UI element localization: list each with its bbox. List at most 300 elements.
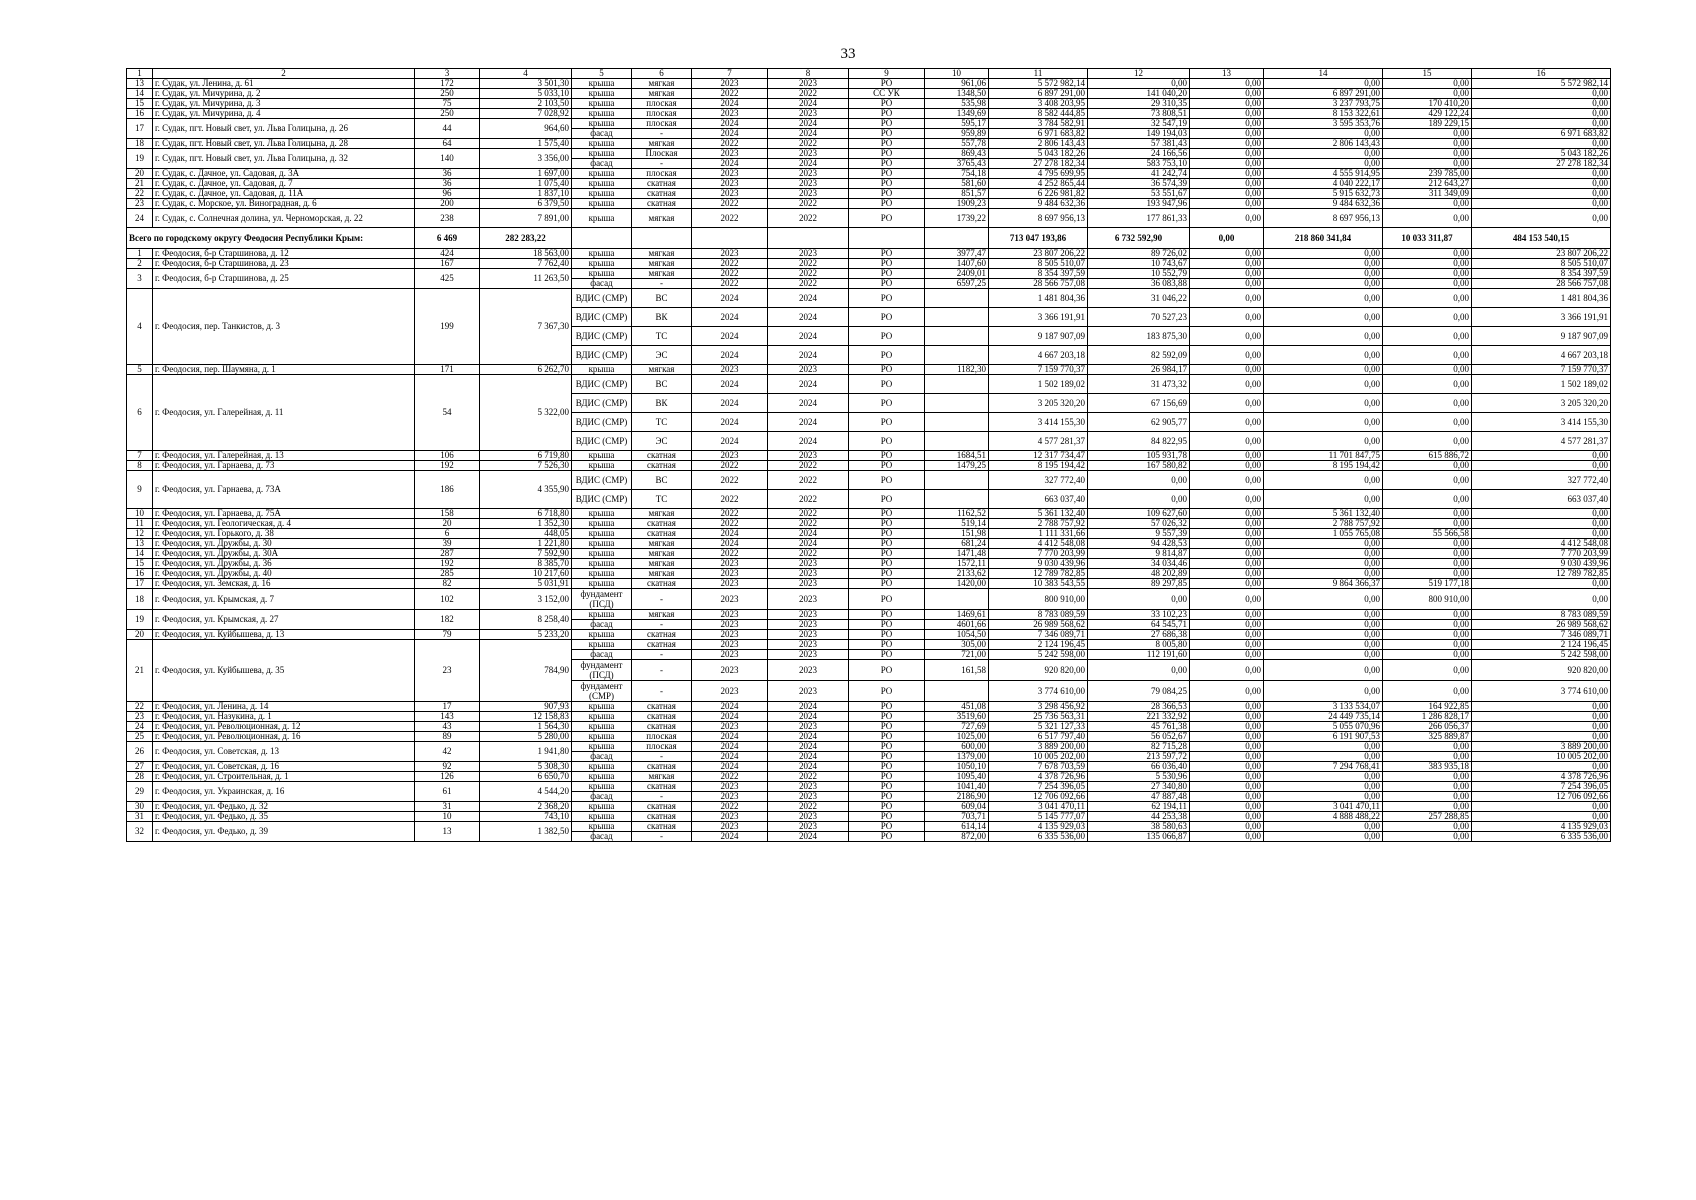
row-number-cell: 21 (127, 640, 153, 702)
cost-col16-cell: 0,00 (1472, 89, 1611, 99)
column-number-8: 8 (768, 69, 849, 79)
building-area-cell: 964,60 (480, 119, 572, 139)
cost-total-cell: 4 667 203,18 (989, 346, 1088, 365)
work-kind-cell: - (632, 589, 692, 610)
cost-col16-cell: 8 354 397,59 (1472, 269, 1611, 279)
cost-col15-cell: 212 643,27 (1383, 179, 1472, 189)
apartments-cell: 96 (415, 189, 480, 199)
work-kind-cell: скатная (632, 822, 692, 832)
cost-col15-cell: 239 785,00 (1383, 169, 1472, 179)
table-row (127, 365, 1611, 375)
year-to-cell: 2023 (768, 792, 849, 802)
row-number-cell: 32 (127, 822, 153, 842)
building-area-cell: 1 697,00 (480, 169, 572, 179)
area-cell: 2133,62 (925, 569, 989, 579)
building-area-cell: 3 152,00 (480, 589, 572, 610)
area-cell: 1054,50 (925, 630, 989, 640)
column-number-3: 3 (415, 69, 480, 79)
cost-col12-cell: 33 102,23 (1088, 610, 1190, 620)
year-from-cell: 2024 (692, 327, 768, 346)
year-to-cell: 2023 (768, 722, 849, 732)
column-number-7: 7 (692, 69, 768, 79)
year-to-cell: 2022 (768, 519, 849, 529)
work-kind-cell: скатная (632, 722, 692, 732)
year-from-cell: 2023 (692, 822, 768, 832)
year-to-cell: 2023 (768, 169, 849, 179)
cost-col12-cell: 10 743,67 (1088, 259, 1190, 269)
cost-col12-cell: 213 597,72 (1088, 752, 1190, 762)
cost-col14-cell: 0,00 (1264, 569, 1383, 579)
cost-col15-cell: 0,00 (1383, 752, 1472, 762)
building-area-cell: 4 355,90 (480, 471, 572, 509)
cost-col12-cell: 57 381,43 (1088, 139, 1190, 149)
table-row (127, 451, 1611, 461)
cost-col13-cell: 0,00 (1190, 269, 1264, 279)
work-kind-cell: ВС (632, 289, 692, 308)
address-cell: г. Феодосия, ул. Геологическая, д. 4 (153, 519, 415, 529)
cost-col13-cell: 0,00 (1190, 79, 1264, 89)
cost-col15-cell: 800 910,00 (1383, 589, 1472, 610)
method-cell: РО (849, 812, 925, 822)
row-number-cell: 4 (127, 289, 153, 365)
cost-col15-cell: 164 922,85 (1383, 702, 1472, 712)
address-cell: г. Феодосия, пер. Танкистов, д. 3 (153, 289, 415, 365)
empty-cell (768, 228, 849, 249)
apartments-cell: 126 (415, 772, 480, 782)
year-from-cell: 2024 (692, 346, 768, 365)
cost-col14-cell: 0,00 (1264, 752, 1383, 762)
cost-col15-cell: 0,00 (1383, 681, 1472, 702)
cost-col15-cell: 0,00 (1383, 139, 1472, 149)
cost-col16-cell: 4 577 281,37 (1472, 432, 1611, 451)
cost-col12-cell: 82 592,09 (1088, 346, 1190, 365)
work-type-cell: ВДИС (СМР) (572, 308, 632, 327)
year-from-cell: 2022 (692, 461, 768, 471)
year-from-cell: 2024 (692, 375, 768, 394)
work-type-cell: крыша (572, 782, 632, 792)
cost-col16-cell: 7 254 396,05 (1472, 782, 1611, 792)
apartments-cell: 61 (415, 782, 480, 802)
cost-col14-cell: 24 449 735,14 (1264, 712, 1383, 722)
work-type-cell: ВДИС (СМР) (572, 289, 632, 308)
work-type-cell: крыша (572, 559, 632, 569)
method-cell: РО (849, 327, 925, 346)
work-kind-cell: Плоская (632, 149, 692, 159)
work-type-cell: ВДИС (СМР) (572, 490, 632, 509)
work-type-cell: крыша (572, 640, 632, 650)
work-kind-cell: - (632, 660, 692, 681)
apartments-cell: 199 (415, 289, 480, 365)
address-cell: г. Феодосия, ул. Земская, д. 16 (153, 579, 415, 589)
cost-total-cell: 920 820,00 (989, 660, 1088, 681)
cost-col15-cell: 0,00 (1383, 490, 1472, 509)
year-to-cell: 2024 (768, 832, 849, 842)
area-cell: 1469,61 (925, 610, 989, 620)
cost-col14-cell: 5 361 132,40 (1264, 509, 1383, 519)
year-to-cell: 2024 (768, 762, 849, 772)
work-type-cell: крыша (572, 109, 632, 119)
cost-col14-cell: 0,00 (1264, 413, 1383, 432)
work-kind-cell: скатная (632, 461, 692, 471)
cost-col16-cell: 0,00 (1472, 169, 1611, 179)
work-kind-cell: ТС (632, 413, 692, 432)
cost-col13-cell: 0,00 (1190, 640, 1264, 650)
year-to-cell: 2024 (768, 732, 849, 742)
year-from-cell: 2023 (692, 589, 768, 610)
method-cell: РО (849, 490, 925, 509)
area-cell: 1684,51 (925, 451, 989, 461)
year-from-cell: 2024 (692, 702, 768, 712)
table-row (127, 549, 1611, 559)
cost-col14-cell: 0,00 (1264, 394, 1383, 413)
table-row (127, 79, 1611, 89)
cost-col12-cell: 8 005,80 (1088, 640, 1190, 650)
method-cell: РО (849, 762, 925, 772)
cost-total-cell: 4 412 548,08 (989, 539, 1088, 549)
cost-col13-cell: 0,00 (1190, 529, 1264, 539)
area-cell: 721,00 (925, 650, 989, 660)
building-area-cell: 18 563,00 (480, 249, 572, 259)
work-kind-cell: ВК (632, 308, 692, 327)
column-number-2: 2 (153, 69, 415, 79)
apartments-cell: 143 (415, 712, 480, 722)
cost-col16-cell: 23 807 206,22 (1472, 249, 1611, 259)
work-type-cell: крыша (572, 269, 632, 279)
building-area-cell: 5 308,30 (480, 762, 572, 772)
address-cell: г. Феодосия, б-р Старшинова, д. 12 (153, 249, 415, 259)
cost-col16-cell: 10 005 202,00 (1472, 752, 1611, 762)
address-cell: г. Феодосия, ул. Федько, д. 39 (153, 822, 415, 842)
row-number-cell: 15 (127, 99, 153, 109)
method-cell: РО (849, 650, 925, 660)
cost-col13-cell: 0,00 (1190, 461, 1264, 471)
cost-col16-cell: 28 566 757,08 (1472, 279, 1611, 289)
table-row (127, 822, 1611, 832)
work-kind-cell: мягкая (632, 269, 692, 279)
year-from-cell: 2023 (692, 650, 768, 660)
table-row (127, 519, 1611, 529)
work-kind-cell: скатная (632, 782, 692, 792)
address-cell: г. Судак, с. Дачное, ул. Садовая, д. 7 (153, 179, 415, 189)
apartments-cell: 79 (415, 630, 480, 640)
method-cell: РО (849, 169, 925, 179)
area-cell: 727,69 (925, 722, 989, 732)
year-to-cell: 2023 (768, 179, 849, 189)
cost-total-cell: 8 697 956,13 (989, 209, 1088, 228)
row-number-cell: 24 (127, 209, 153, 228)
apartments-cell: 89 (415, 732, 480, 742)
cost-col13-cell: 0,00 (1190, 179, 1264, 189)
cost-col15-cell: 0,00 (1383, 792, 1472, 802)
cost-col15-cell: 0,00 (1383, 79, 1472, 89)
table-row (127, 199, 1611, 209)
apartments-cell: 17 (415, 702, 480, 712)
year-from-cell: 2022 (692, 772, 768, 782)
cost-col12-cell: 79 084,25 (1088, 681, 1190, 702)
cost-col13-cell: 0,00 (1190, 762, 1264, 772)
cost-col15-cell: 0,00 (1383, 782, 1472, 792)
work-type-cell: фундамент (ПСД) (572, 660, 632, 681)
cost-col12-cell: 135 066,87 (1088, 832, 1190, 842)
cost-col12-cell: 141 040,20 (1088, 89, 1190, 99)
year-to-cell: 2022 (768, 471, 849, 490)
building-area-cell: 1 837,10 (480, 189, 572, 199)
work-type-cell: крыша (572, 199, 632, 209)
method-cell: СС УК (849, 89, 925, 99)
year-from-cell: 2023 (692, 640, 768, 650)
cost-col15-cell: 170 410,20 (1383, 99, 1472, 109)
district-total-row (127, 228, 1611, 249)
cost-total-cell: 1 481 804,36 (989, 289, 1088, 308)
cost-col15-cell: 311 349,09 (1383, 189, 1472, 199)
total-area-cell: 282 283,22 (480, 228, 572, 249)
apartments-cell: 82 (415, 579, 480, 589)
table-row (127, 539, 1611, 549)
cost-col15-cell: 0,00 (1383, 199, 1472, 209)
cost-col12-cell: 0,00 (1088, 589, 1190, 610)
table-row (127, 569, 1611, 579)
cost-col14-cell: 0,00 (1264, 289, 1383, 308)
year-from-cell: 2024 (692, 539, 768, 549)
cost-col15-cell: 266 056,37 (1383, 722, 1472, 732)
work-type-cell: фасад (572, 792, 632, 802)
work-kind-cell: - (632, 620, 692, 630)
year-from-cell: 2022 (692, 490, 768, 509)
cost-col15-cell: 0,00 (1383, 772, 1472, 782)
apartments-cell: 200 (415, 199, 480, 209)
cost-col16-cell: 327 772,40 (1472, 471, 1611, 490)
area-cell (925, 589, 989, 610)
work-kind-cell: ВК (632, 394, 692, 413)
cost-total-cell: 5 572 982,14 (989, 79, 1088, 89)
work-kind-cell: плоская (632, 742, 692, 752)
cost-col14-cell: 0,00 (1264, 159, 1383, 169)
building-area-cell: 7 367,30 (480, 289, 572, 365)
empty-cell (572, 228, 632, 249)
cost-col16-cell: 0,00 (1472, 579, 1611, 589)
year-from-cell: 2023 (692, 149, 768, 159)
cost-col12-cell: 48 202,89 (1088, 569, 1190, 579)
building-area-cell: 6 719,80 (480, 451, 572, 461)
year-to-cell: 2024 (768, 752, 849, 762)
area-cell: 609,04 (925, 802, 989, 812)
cost-col16-cell: 0,00 (1472, 109, 1611, 119)
table-row (127, 772, 1611, 782)
area-cell: 1349,69 (925, 109, 989, 119)
year-from-cell: 2023 (692, 109, 768, 119)
empty-cell (849, 228, 925, 249)
cost-col15-cell: 1 286 828,17 (1383, 712, 1472, 722)
year-to-cell: 2024 (768, 129, 849, 139)
address-cell: г. Судак, пгт. Новый свет, ул. Льва Голицына, д. 26 (153, 119, 415, 139)
year-to-cell: 2023 (768, 660, 849, 681)
area-cell: 1162,52 (925, 509, 989, 519)
cost-total-cell: 12 706 092,66 (989, 792, 1088, 802)
cost-col13-cell: 0,00 (1190, 139, 1264, 149)
address-cell: г. Феодосия, пер. Шаумяна, д. 1 (153, 365, 415, 375)
apartments-cell: 36 (415, 179, 480, 189)
work-kind-cell: - (632, 650, 692, 660)
method-cell: РО (849, 199, 925, 209)
row-number-cell: 13 (127, 539, 153, 549)
apartments-cell: 285 (415, 569, 480, 579)
cost-col15-cell: 0,00 (1383, 650, 1472, 660)
table-row (127, 179, 1611, 189)
cost-total-cell: 5 145 777,07 (989, 812, 1088, 822)
cost-col16-cell: 3 366 191,91 (1472, 308, 1611, 327)
method-cell: РО (849, 559, 925, 569)
cost-total-cell: 3 784 582,91 (989, 119, 1088, 129)
page-number: 33 (840, 46, 856, 62)
cost-col14-cell: 3 237 793,75 (1264, 99, 1383, 109)
cost-col16-cell: 0,00 (1472, 812, 1611, 822)
apartments-cell: 192 (415, 559, 480, 569)
year-from-cell: 2023 (692, 249, 768, 259)
year-from-cell: 2024 (692, 752, 768, 762)
cost-col14-cell: 0,00 (1264, 681, 1383, 702)
cost-col15-cell: 0,00 (1383, 640, 1472, 650)
row-number-cell: 15 (127, 559, 153, 569)
work-type-cell: ВДИС (СМР) (572, 375, 632, 394)
cost-col13-cell: 0,00 (1190, 209, 1264, 228)
area-cell: 3519,60 (925, 712, 989, 722)
work-type-cell: фасад (572, 129, 632, 139)
method-cell: РО (849, 569, 925, 579)
year-from-cell: 2022 (692, 209, 768, 228)
cost-col12-cell: 27 340,80 (1088, 782, 1190, 792)
address-cell: г. Судак, пгт. Новый свет, ул. Льва Голицына, д. 28 (153, 139, 415, 149)
work-kind-cell: мягкая (632, 569, 692, 579)
cost-col14-cell: 0,00 (1264, 129, 1383, 139)
cost-col15-cell: 383 935,18 (1383, 762, 1472, 772)
building-area-cell: 5 322,00 (480, 375, 572, 451)
cost-col13-cell: 0,00 (1190, 610, 1264, 620)
address-cell: г. Феодосия, ул. Галерейная, д. 11 (153, 375, 415, 451)
cost-col12-cell: 45 761,38 (1088, 722, 1190, 732)
work-kind-cell: скатная (632, 199, 692, 209)
year-to-cell: 2023 (768, 640, 849, 650)
apartments-cell: 23 (415, 640, 480, 702)
method-cell: РО (849, 179, 925, 189)
work-kind-cell: - (632, 159, 692, 169)
building-area-cell: 1 941,80 (480, 742, 572, 762)
area-cell (925, 394, 989, 413)
table-row (127, 169, 1611, 179)
cost-col16-cell: 8 505 510,07 (1472, 259, 1611, 269)
work-type-cell: крыша (572, 539, 632, 549)
building-area-cell: 1 575,40 (480, 139, 572, 149)
area-cell: 600,00 (925, 742, 989, 752)
cost-col16-cell: 26 989 568,62 (1472, 620, 1611, 630)
work-type-cell: крыша (572, 569, 632, 579)
row-number-cell: 20 (127, 630, 153, 640)
cost-col13-cell: 0,00 (1190, 742, 1264, 752)
area-cell: 3765,43 (925, 159, 989, 169)
work-type-cell: ВДИС (СМР) (572, 346, 632, 365)
area-cell: 305,00 (925, 640, 989, 650)
method-cell: РО (849, 742, 925, 752)
cost-col14-cell: 0,00 (1264, 308, 1383, 327)
cost-col16-cell: 6 335 536,00 (1472, 832, 1611, 842)
building-area-cell: 2 103,50 (480, 99, 572, 109)
year-to-cell: 2023 (768, 569, 849, 579)
table-row (127, 640, 1611, 650)
year-from-cell: 2023 (692, 579, 768, 589)
cost-col16-cell: 0,00 (1472, 732, 1611, 742)
method-cell: РО (849, 529, 925, 539)
cost-total-cell: 9 187 907,09 (989, 327, 1088, 346)
cost-total-cell: 12 789 782,85 (989, 569, 1088, 579)
work-type-cell: крыша (572, 179, 632, 189)
method-cell: РО (849, 722, 925, 732)
cost-total-cell: 1 502 189,02 (989, 375, 1088, 394)
cost-col13-cell: 0,00 (1190, 279, 1264, 289)
cost-total-cell: 663 037,40 (989, 490, 1088, 509)
cost-col16-cell: 4 667 203,18 (1472, 346, 1611, 365)
cost-col14-cell: 0,00 (1264, 832, 1383, 842)
area-cell: 1379,00 (925, 752, 989, 762)
address-cell: г. Феодосия, ул. Революционная, д. 16 (153, 732, 415, 742)
area-cell: 1739,22 (925, 209, 989, 228)
building-area-cell: 743,10 (480, 812, 572, 822)
row-number-cell: 16 (127, 569, 153, 579)
cost-total-cell: 27 278 182,34 (989, 159, 1088, 169)
address-cell: г. Феодосия, ул. Гарнаева, д. 75А (153, 509, 415, 519)
address-cell: г. Феодосия, ул. Федько, д. 35 (153, 812, 415, 822)
cost-col13-cell: 0,00 (1190, 752, 1264, 762)
cost-col12-cell: 0,00 (1088, 660, 1190, 681)
cost-col12-cell: 0,00 (1088, 79, 1190, 89)
cost-col13-cell: 0,00 (1190, 249, 1264, 259)
year-from-cell: 2024 (692, 308, 768, 327)
cost-total-cell: 2 788 757,92 (989, 519, 1088, 529)
cost-col16-cell: 4 412 548,08 (1472, 539, 1611, 549)
address-cell: г. Феодосия, ул. Галерейная, д. 13 (153, 451, 415, 461)
cost-col14-cell: 0,00 (1264, 149, 1383, 159)
cost-col15-cell: 0,00 (1383, 432, 1472, 451)
table-row (127, 712, 1611, 722)
area-cell: 1041,40 (925, 782, 989, 792)
method-cell: РО (849, 375, 925, 394)
cost-col13-cell: 0,00 (1190, 432, 1264, 451)
method-cell: РО (849, 610, 925, 620)
year-from-cell: 2024 (692, 832, 768, 842)
cost-col13-cell: 0,00 (1190, 792, 1264, 802)
table-row (127, 732, 1611, 742)
area-cell: 581,60 (925, 179, 989, 189)
cost-col12-cell: 73 808,51 (1088, 109, 1190, 119)
area-cell: 1348,50 (925, 89, 989, 99)
work-type-cell: крыша (572, 610, 632, 620)
cost-total-cell: 28 566 757,08 (989, 279, 1088, 289)
cost-col15-cell: 0,00 (1383, 209, 1472, 228)
column-number-11: 11 (989, 69, 1088, 79)
cost-col13-cell: 0,00 (1190, 109, 1264, 119)
method-cell: РО (849, 772, 925, 782)
cost-col14-cell: 0,00 (1264, 279, 1383, 289)
cost-col16-cell: 0,00 (1472, 139, 1611, 149)
work-kind-cell: скатная (632, 702, 692, 712)
cost-col13-cell: 0,00 (1190, 471, 1264, 490)
address-cell: г. Феодосия, ул. Крымская, д. 7 (153, 589, 415, 610)
cost-col15-cell: 0,00 (1383, 802, 1472, 812)
cost-col16-cell: 0,00 (1472, 702, 1611, 712)
apartments-cell: 250 (415, 89, 480, 99)
cost-col16-cell: 0,00 (1472, 762, 1611, 772)
row-number-cell: 23 (127, 712, 153, 722)
area-cell (925, 681, 989, 702)
work-kind-cell: скатная (632, 762, 692, 772)
